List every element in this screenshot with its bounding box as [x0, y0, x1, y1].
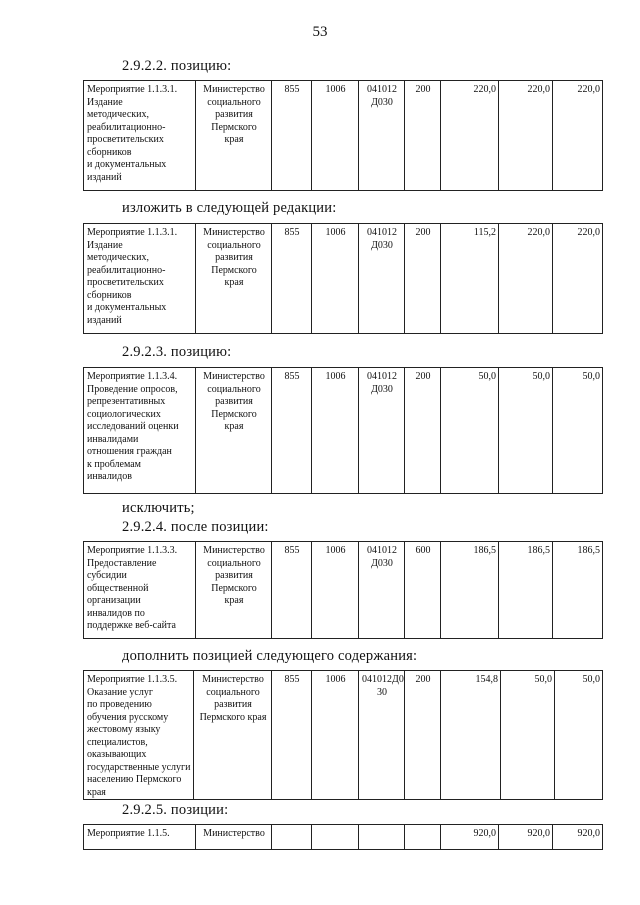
- section-heading: исключить;: [122, 500, 195, 516]
- target-code-cell: [359, 825, 405, 850]
- budget-table: [83, 223, 603, 334]
- target-code-cell: 041012 Д030: [359, 368, 405, 494]
- year2-amount-cell: 220,0: [499, 224, 553, 334]
- budget-table: [83, 824, 603, 850]
- year1-amount-cell: 115,2: [441, 224, 499, 334]
- table-row: [84, 224, 603, 334]
- section-code-cell: 1006: [312, 542, 359, 639]
- table-row: [84, 542, 603, 639]
- ministry-cell: Министерство социального развития Пермского края: [196, 368, 272, 494]
- year3-amount-cell: 50,0: [555, 671, 603, 800]
- ministry-cell: Министерство социального развития Пермского края: [196, 81, 272, 191]
- expense-type-cell: 200: [405, 81, 441, 191]
- year2-amount-cell: 220,0: [499, 81, 553, 191]
- section-heading: 2.9.2.2. позицию:: [122, 58, 232, 74]
- budget-table: [83, 367, 603, 494]
- measure-name-cell: Мероприятие 1.1.5.: [84, 825, 196, 850]
- page-number: 53: [312, 24, 328, 40]
- measure-name-cell: Мероприятие 1.1.3.3. Предоставление субсидии общественной организации инвалидов по поддержке веб-сайта: [84, 542, 196, 639]
- year1-amount-cell: 186,5: [441, 542, 499, 639]
- year2-amount-cell: 50,0: [499, 368, 553, 494]
- section-heading: 2.9.2.4. после позиции:: [122, 519, 269, 535]
- code-855-cell: 855: [272, 81, 312, 191]
- code-855-cell: 855: [272, 368, 312, 494]
- ministry-cell: Министерство социального развития Пермского края: [196, 542, 272, 639]
- year1-amount-cell: 920,0: [441, 825, 499, 850]
- code-855-cell: 855: [272, 671, 312, 800]
- target-code-cell: 041012 Д030: [359, 542, 405, 639]
- measure-name-cell: Мероприятие 1.1.3.1. Издание методических, реабилитационно- просветительских сборников и документальных изданий: [84, 224, 196, 334]
- code-855-cell: [272, 825, 312, 850]
- table-row: [84, 825, 603, 850]
- year3-amount-cell: 920,0: [553, 825, 603, 850]
- ministry-cell: Министерство социального развития Пермского края: [196, 224, 272, 334]
- budget-table: [83, 541, 603, 639]
- year3-amount-cell: 186,5: [553, 542, 603, 639]
- year1-amount-cell: 154,8: [441, 671, 501, 800]
- section-heading: изложить в следующей редакции:: [122, 200, 337, 216]
- expense-type-cell: 600: [405, 542, 441, 639]
- year2-amount-cell: 920,0: [499, 825, 553, 850]
- year1-amount-cell: 220,0: [441, 81, 499, 191]
- ministry-cell: Министерство: [196, 825, 272, 850]
- target-code-cell: 041012 Д030: [359, 81, 405, 191]
- measure-name-cell: Мероприятие 1.1.3.4. Проведение опросов, репрезентативных социологических исследований оценки инвалидами отношения граждан к проблемам инвалидов: [84, 368, 196, 494]
- section-code-cell: 1006: [312, 368, 359, 494]
- section-heading: 2.9.2.3. позицию:: [122, 344, 232, 360]
- table-row: [84, 81, 603, 191]
- target-code-cell: 041012Д0 30: [359, 671, 405, 800]
- section-heading: дополнить позицией следующего содержания:: [122, 648, 418, 664]
- budget-table: [83, 80, 603, 191]
- section-heading: 2.9.2.5. позиции:: [122, 802, 229, 818]
- year3-amount-cell: 50,0: [553, 368, 603, 494]
- year1-amount-cell: 50,0: [441, 368, 499, 494]
- section-code-cell: 1006: [312, 671, 359, 800]
- section-code-cell: 1006: [312, 224, 359, 334]
- ministry-cell: Министерство социального развития Пермского края: [194, 671, 272, 800]
- expense-type-cell: 200: [405, 671, 441, 800]
- section-code-cell: 1006: [312, 81, 359, 191]
- year2-amount-cell: 186,5: [499, 542, 553, 639]
- section-code-cell: [312, 825, 359, 850]
- measure-name-cell: Мероприятие 1.1.3.5. Оказание услуг по проведению обучения русскому жестовому языку специалистов, оказывающих государственные услуги населению Пермского края: [84, 671, 194, 800]
- code-855-cell: 855: [272, 224, 312, 334]
- expense-type-cell: 200: [405, 368, 441, 494]
- table-row: [84, 368, 603, 494]
- budget-table: [83, 670, 603, 800]
- expense-type-cell: [405, 825, 441, 850]
- year3-amount-cell: 220,0: [553, 81, 603, 191]
- measure-name-cell: Мероприятие 1.1.3.1. Издание методических, реабилитационно- просветительских сборников и документальных изданий: [84, 81, 196, 191]
- expense-type-cell: 200: [405, 224, 441, 334]
- table-row: [84, 671, 603, 800]
- year3-amount-cell: 220,0: [553, 224, 603, 334]
- year2-amount-cell: 50,0: [501, 671, 555, 800]
- code-855-cell: 855: [272, 542, 312, 639]
- target-code-cell: 041012 Д030: [359, 224, 405, 334]
